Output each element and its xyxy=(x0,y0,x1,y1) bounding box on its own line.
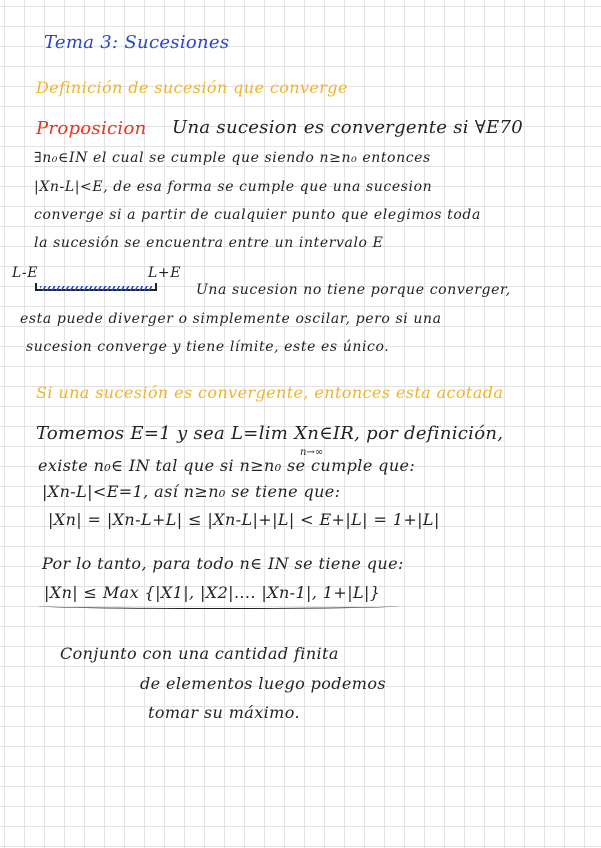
definition-line-4: converge si a partir de cualquier punto que elegimos toda xyxy=(34,207,481,223)
definition-line-5: la sucesión se encuentra entre un intervalo E xyxy=(34,235,384,251)
definition-line-1: Una sucesion es convergente si ∀E70 xyxy=(172,117,523,138)
note-line-1: Conjunto con una cantidad finita xyxy=(60,644,339,663)
definition-line-3: |Xn-L|<E, de esa forma se cumple que una sucesion xyxy=(34,179,433,195)
interval-right-label: L+E xyxy=(148,265,182,281)
interval-note-line-3: sucesion converge y tiene límite, este es único. xyxy=(26,339,390,355)
limit-subscript: n→∞ xyxy=(300,447,324,458)
theorem-line-3: |Xn-L|<E=1, así n≥n₀ se tiene que: xyxy=(42,482,341,501)
interval-left-label: L-E xyxy=(12,265,39,281)
definition-heading: Definición de sucesión que converge xyxy=(36,78,348,97)
theorem-line-6: |Xn| ≤ Max {|X1|, |X2|.... |Xn-1|, 1+|L|} xyxy=(44,583,381,602)
max-underline xyxy=(38,603,398,609)
proposition-label: Proposicion xyxy=(36,118,147,139)
note-line-2: de elementos luego podemos xyxy=(140,674,387,693)
interval-hatching xyxy=(40,286,152,291)
theorem-heading: Si una sucesión es convergente, entonces esta acotada xyxy=(36,383,504,402)
theorem-line-1: Tomemos E=1 y sea L=lim Xn∈IR, por definición, xyxy=(36,423,504,444)
note-line-3: tomar su máximo. xyxy=(148,703,300,722)
theorem-line-5: Por lo tanto, para todo n∈ IN se tiene que: xyxy=(42,554,404,573)
definition-line-2: ∃n₀∈IN el cual se cumple que siendo n≥n₀ entonces xyxy=(34,150,431,166)
theorem-line-2: existe n₀∈ IN tal que si n≥n₀ se cumple que: xyxy=(38,456,416,475)
interval-note-line-1: Una sucesion no tiene porque converger, xyxy=(196,282,511,298)
interval-note-line-2: esta puede diverger o simplemente oscilar, pero si una xyxy=(20,311,442,327)
theorem-line-4: |Xn| = |Xn-L+L| ≤ |Xn-L|+|L| < E+|L| = 1+|L| xyxy=(48,510,440,529)
page-title: Tema 3: Sucesiones xyxy=(44,32,230,53)
